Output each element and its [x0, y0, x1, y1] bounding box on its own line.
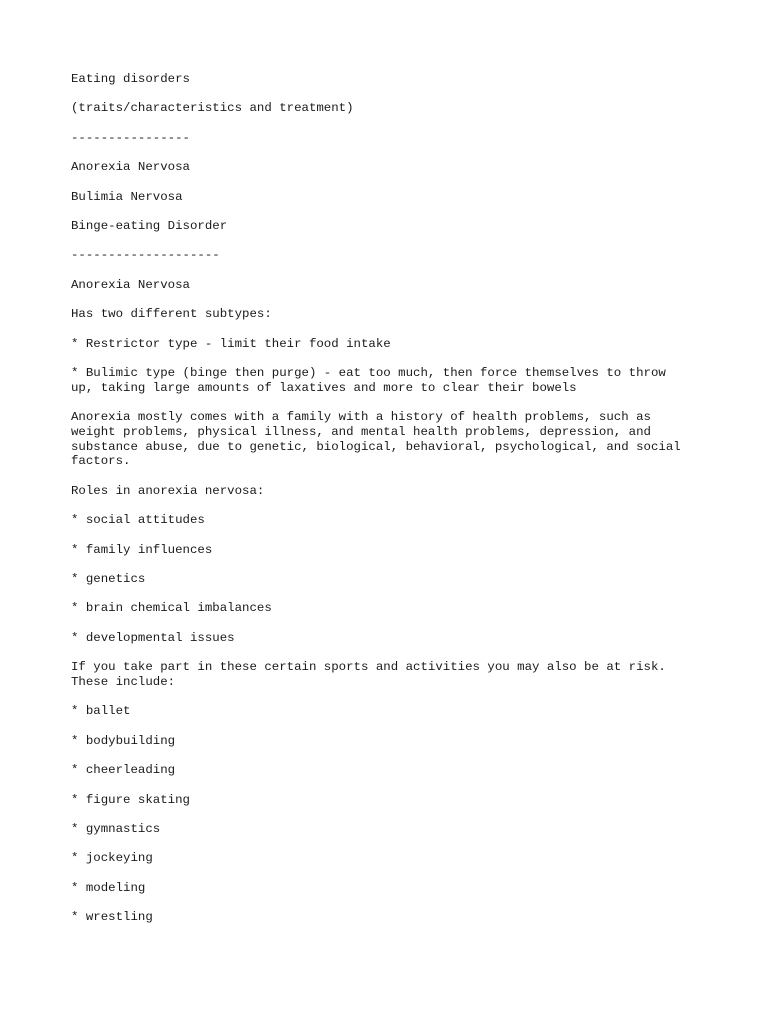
paragraph: Anorexia mostly comes with a family with a history of health problems, such as weight problems, physical illness, and mental health problems, depression, and substance abuse, due to genetic, biological, behavioral, psychological, and social factors.	[71, 410, 681, 469]
bullet-item: * developmental issues	[71, 630, 235, 645]
paragraph: If you take part in these certain sports and activities you may also be at risk. These include:	[71, 660, 666, 690]
paragraph: Roles in anorexia nervosa:	[71, 483, 265, 498]
bullet-item: * family influences	[71, 542, 213, 557]
bullet-item: * Bulimic type (binge then purge) - eat too much, then force themselves to throw up, taking large amounts of laxatives and more to clear their bowels	[71, 365, 666, 395]
bullet-item: * cheerleading	[71, 763, 176, 778]
section-heading: Anorexia Nervosa	[71, 277, 190, 292]
topic-list-item: Anorexia Nervosa	[71, 160, 190, 175]
bullet-item: * figure skating	[71, 792, 190, 807]
topic-list-item: Binge-eating Disorder	[71, 218, 228, 233]
paragraph: Has two different subtypes:	[71, 307, 272, 322]
bullet-item: * jockeying	[71, 851, 153, 866]
separator-line: --------------------	[71, 248, 220, 263]
bullet-item: * ballet	[71, 704, 131, 719]
bullet-item: * genetics	[71, 572, 146, 587]
bullet-item: * bodybuilding	[71, 733, 176, 748]
document-body	[71, 72, 701, 940]
bullet-item: * brain chemical imbalances	[71, 601, 272, 616]
bullet-item: * wrestling	[71, 910, 153, 925]
bullet-item: * modeling	[71, 880, 146, 895]
topic-list-item: Bulimia Nervosa	[71, 189, 183, 204]
bullet-item: * Restrictor type - limit their food intake	[71, 336, 391, 351]
bullet-item: * gymnastics	[71, 821, 161, 836]
separator-line: ----------------	[71, 130, 190, 145]
document-title: Eating disorders	[71, 72, 190, 86]
bullet-item: * social attitudes	[71, 513, 205, 528]
document-subtitle: (traits/characteristics and treatment)	[71, 101, 354, 116]
